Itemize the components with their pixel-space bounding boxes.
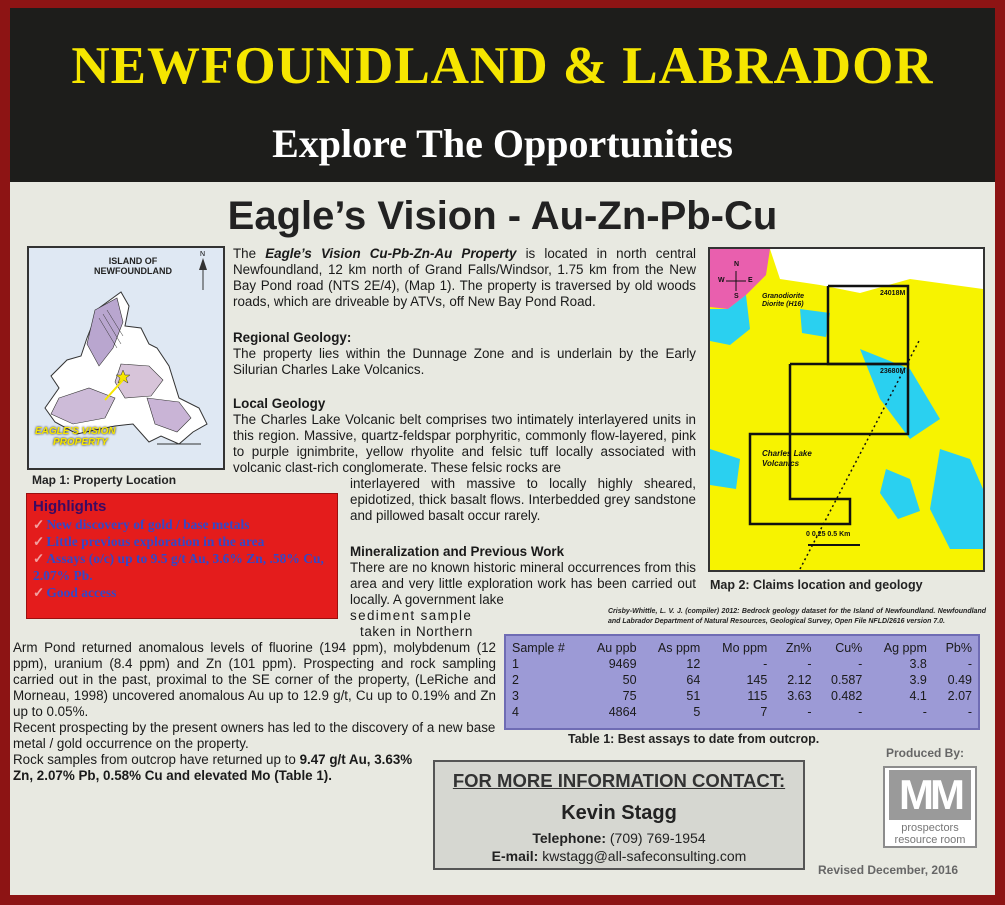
table-cell: 0.482 [831,689,863,703]
highlight-item [33,584,331,601]
assay-grid [506,640,978,720]
table-cell: 4864 [608,705,637,719]
column-header: Ag ppm [883,641,927,655]
table-row [506,672,978,688]
column-header: Zn% [785,641,812,655]
highlights-box [26,493,338,619]
table-cell: 64 [686,673,701,687]
table-cell: 2 [512,673,519,687]
mineralization-text-2: sediment sample [350,608,473,623]
table-header-row [506,640,978,656]
table-cell: - [967,657,972,671]
mineralization-heading: Mineralization and Previous Work [350,544,565,559]
mineralization-text-6 [13,752,423,784]
email-label: E-mail: [491,848,539,864]
contact-box [433,760,805,870]
table-cell: 0.587 [831,673,863,687]
table-cell: 3.63 [787,689,812,703]
telephone-value[interactable]: (709) 769-1954 [606,830,706,846]
table-row [506,656,978,672]
page-subtitle: Explore The Opportunities [272,121,733,166]
table-cell: 50 [622,673,637,687]
citation-text: Crisby-Whittle, L. V. J. (compiler) 2012: Bedrock geology dataset for the Island of Newfoundland. Newfoundland and Labrador Department of Natural Resources, Geological Survey, Open File NFLD/2616 version 7.0. [608,608,986,625]
highlight-text: Assays (o/c) up to 9.5 g/t Au, 3.6% Zn, .58% Cu, 2.07% Pb. [33,551,324,583]
compass-n: N [734,261,740,268]
table-cell: 51 [686,689,701,703]
highlight-item [33,533,331,550]
column-header: Cu% [835,641,863,655]
claims-map-graphic [710,249,983,570]
highlight-item [33,516,331,533]
telephone-label: Telephone: [532,830,606,846]
logo-text-line1: prospectors [901,822,959,834]
map-property-location [27,246,225,470]
column-header: Sample # [512,641,565,655]
mineralization-text-1: There are no known historic mineral occurrences from this area and very little exploration work has been carried out locally. A government lake [350,560,696,607]
page-title: NEWFOUNDLAND & LABRADOR [71,37,934,95]
compass-e: E [748,277,753,284]
highlights-title: Highlights [33,498,107,515]
intro-paragraph [233,246,696,310]
north-label: N [200,251,206,258]
map1-caption: Map 1: Property Location [32,473,177,487]
table-row [506,688,978,704]
rock-samples-text: Rock samples from outcrop have returned up to [13,752,300,767]
map2-scale: 0 0.25 0.5 Km [806,531,851,538]
rock-samples-results: 9.47 g/t Au, 3.63% Zn, 2.07% Pb, 0.58% Cu and elevated Mo (Table 1). [13,752,413,783]
table-cell: 3 [512,689,519,703]
header-banner [10,8,995,182]
table-cell: - [858,705,863,719]
map1-property-label [35,426,116,448]
compass-w: W [718,277,725,284]
column-header: Pb% [945,641,972,655]
check-icon: ✓ [33,517,45,532]
logo-text-line2: resource room [894,834,966,846]
content-panel [10,182,995,895]
revised-date: Revised December, 2016 [818,863,959,877]
contact-name: Kevin Stagg [561,802,677,824]
table-cell: 5 [693,705,701,719]
produced-by-label: Produced By: [886,746,965,760]
mineralization-text-4: Arm Pond returned anomalous levels of fluorine (194 ppm), molybdenum (12 ppm), uranium (8.4 ppm) and Zn (101 ppm). Prospecting and rock sampling carried out in the past, proximal to the SE corner of the property, (LeRiche and Morneau, 1998) uncovered anomalous Au up to 12.9 g/t, Cu up to 0.19% and Zn up to 0.05%. [13,640,496,719]
table-row [506,704,978,720]
local-heading: Local Geology [233,396,326,411]
table-cell: 7 [760,705,768,719]
highlight-text: New discovery of gold / base metals [46,517,250,532]
mineralization-text-5: Recent prospecting by the present owners has led to the discovery of a new base metal / gold occurrence on the property. [13,720,496,751]
intro-pre: The [233,246,266,261]
table-cell: 4.1 [909,689,927,703]
table-cell: 3.9 [909,673,927,687]
check-icon: ✓ [33,534,45,549]
claim-label-24018m: 24018M [880,290,906,297]
column-header: Au ppb [596,641,637,655]
check-icon: ✓ [33,585,45,600]
local-text-1: The Charles Lake Volcanic belt comprises two intimately interlayered units in this region. Massive, quartz-feldspar porphyritic, commonly flow-layered, pink to purple ignimbrite, yellow rhyolite and felsic tuff locally associated with volcanic clast-rich conglomerate. These felsic rocks are [233,412,696,475]
table-cell: - [967,705,972,719]
table-cell: - [807,657,812,671]
intro-property-name: Eagle’s Vision Cu-Pb-Zn-Au Property [265,246,517,261]
claim-label-23680m: 23680M [880,368,906,375]
map-claims-geology [708,247,985,572]
regional-heading: Regional Geology: [233,330,352,345]
contact-telephone [435,830,803,846]
intro-rest: is located in north central Newfoundland, 12 km north of Grand Falls/Windsor, 1.75 km from the New Bay Pond road (NTS 2E/4), (Map 1). The property is traversed by old woods roads, which are driveable by ATVs, off New Bay Pond Road. [233,246,696,309]
table-cell: 3.8 [909,657,927,671]
unit-charles-lake-label: Charles Lake Volcanics [762,449,812,468]
table-cell: 2.12 [787,673,812,687]
table-cell: 2.07 [947,689,972,703]
table-cell: 0.49 [947,673,972,687]
property-label-line1: EAGLE’S VISION [35,426,116,437]
map2-caption: Map 2: Claims location and geology [710,578,923,592]
assay-table [504,634,980,730]
table-cell: - [922,705,927,719]
property-label-line2: PROPERTY [53,437,108,448]
map1-island-label: ISLAND OF NEWFOUNDLAND [94,256,172,276]
highlight-text: Little previous exploration in the area [46,534,265,549]
email-link[interactable]: kwstagg@all-safeconsulting.com [538,848,747,864]
table-caption: Table 1: Best assays to date from outcrop. [568,732,820,746]
column-header: As ppm [657,641,701,655]
highlight-item [33,550,331,584]
table-cell: 75 [622,689,637,703]
table-cell: 9469 [608,657,637,671]
local-text-2: interlayered with massive to locally highly sheared, epidotized, thick basalt flows. Interbedded grey sandstone and pillowed basalt occur rarely. [350,476,696,523]
property-title: Eagle’s Vision - Au-Zn-Pb-Cu [227,194,778,238]
prospectors-resource-room-logo [883,766,977,848]
regional-text: The property lies within the Dunnage Zone and is underlain by the Early Silurian Charles Lake Volcanics. [233,346,696,377]
table-cell: - [763,657,768,671]
check-icon: ✓ [33,551,45,566]
table-cell: 12 [686,657,701,671]
column-header: Mo ppm [722,641,768,655]
unit-granodiorite-label: Granodiorite Diorite (H16) [762,293,805,308]
table-cell: - [858,657,863,671]
table-cell: 1 [512,657,519,671]
compass-s: S [734,293,739,300]
mineralization-text-3: taken in Northern [360,624,473,639]
table-cell: - [807,705,812,719]
highlight-text: Good access [46,585,117,600]
contact-email [435,848,803,864]
table-cell: 115 [747,689,768,703]
logo-mark: MM [889,770,971,820]
contact-title: FOR MORE INFORMATION CONTACT: [452,770,786,791]
table-cell: 4 [512,705,519,719]
table-cell: 145 [746,673,768,687]
